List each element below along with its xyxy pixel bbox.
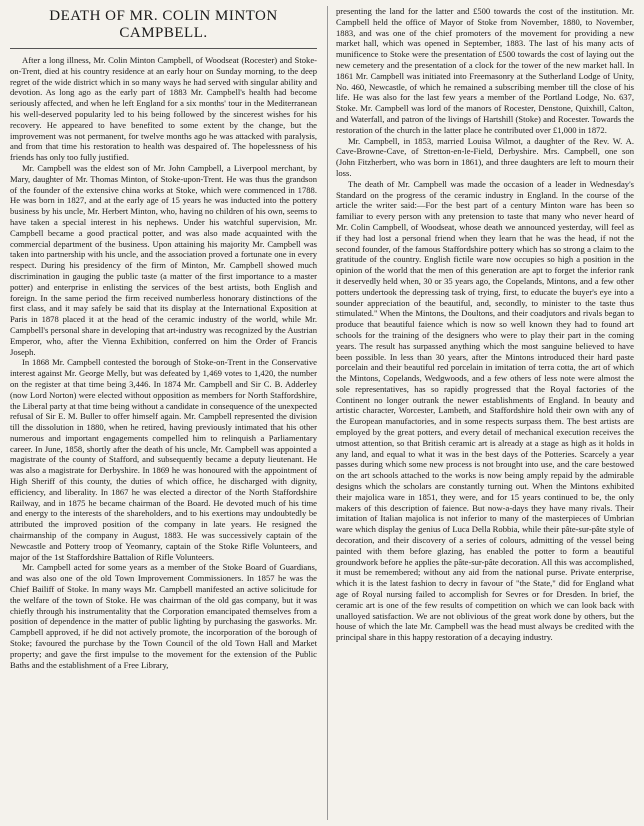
- paragraph: Mr. Campbell, in 1853, married Louisa Wilmot, a daughter of the Rev. W. A. Cave-Browne-Cave, of Stretton-en-le-Field, Derbyshire. Mrs. Campbell, one son (John Fitzherbert, who was born in 1861), and three daughters are left to mourn their loss.: [336, 135, 634, 178]
- right-column: [327, 6, 634, 820]
- left-column: [10, 6, 317, 820]
- paragraph: Mr. Campbell was the eldest son of Mr. John Campbell, a Liverpool merchant, by Mary, daughter of Mr. Thomas Minton, of Stoke-upon-Trent. He was thus the grandson of the founder of the extensive china works at Stoke, which were commenced in 1788. He was born in 1827, and at the early age of 15 years he was inducted into the pottery business by his uncle, Mr. Herbert Minton, who, having no children of his own, seems to have taken a special interest in his nephews. Under his watchful supervision, Mr. Campbell became a good practical potter, and was also made acquainted with the commercial department of the business. Upon attaining his majority Mr. Campbell was taken into partnership with his uncle, and the association proved a fortunate one in every respect. During his presidency of the firm of Minton, Mr. Campbell showed much discrimination in gauging the public taste (a matter of the first importance to a master potter) and enterprise in enlisting the services of the best artists, both English and foreign. In the same period the firm received numberless honorary distinctions of the first class, and it may safely be said that its display at the International Exposition at Paris in 1878 placed it at the head of the ceramic industry of the world, while Mr. Campbell's personal share in developing that art-industry was recognized by the Austrian Emperor, who, after the Vienna Exhibition, conferred on him the Order of Francis Joseph.: [10, 162, 317, 357]
- paragraph: Mr. Campbell acted for some years as a member of the Stoke Board of Guardians, and was also one of the old Town Improvement Commissioners. In 1857 he was the Chief Bailiff of Stoke. In many ways Mr. Campbell manifested an active solicitude for the welfare of the town of Stoke. He was chairman of the old gas company, but it was chiefly through his instrumentality that the Corporation emancipated themselves from a position of dependence in the matter of public lighting by purchasing the gasworks. Mr. Campbell approved, if he did not actively promote, the incorporation of the borough of Stoke; favoured the purchase by the Town Council of the old Town Hall and Market property; and gave the first impulse to the movement for the extension of the Public Baths and the establishment of a Free Library,: [10, 562, 317, 670]
- paragraph: The death of Mr. Campbell was made the occasion of a leader in Wednesday's Standard on the progress of the ceramic industry in England. In the course of the article the writer said:—For the best part of a century Minton ware has been so familiar to every person with any pretension to taste that many who never heard of Mr. Colin Campbell, of Woodseat, whose death we announced yesterday, will feel as if they had lost a personal friend when they learn that he was the head, if not the second founder, of the famous Staffordshire pottery which has so strong a claim to the gratitude of the country. English fictile ware now occupies so high a position in the opinion of the world that the men of this generation are apt to forget the inferior rank it deservedly held when, 30 or 35 years ago, the Copelands, Mintons, and a few other potters undertook the depressing task of trying, first, to educate the buyer's eye into a sounder appreciation of the beautiful, and, secondly, to minister to the taste thus stimulated." When the Mintons, the Doultons, and their coadjutors and rivals began to produce that beautiful faience which is now so well known they had to found art schools for the training of the designers who were to play their part in the coming years. The result has surpassed anything which the most sanguine believed to have been possible. In less than 30 years, after the Mintons introduced their hard paste porcelain and their beautiful red porcelain in imitation of terra cotta, the art of which the Mintons, Copelands, Wedgwoods, and a few others of less note were almost the sole representatives, has so rapidly progressed that the Royal factories of the Continent no longer outrank the newer establishments of England. In beauty and artistic character, Worcester, Lambeth, and Staffordshire hold their own with any of the European manufactories, and in some respects surpass them. The best artists are employed by the great potters, and every detail of mechanical execution receives the utmost attention, so that British ceramic art is already at a stage as high as it holds in any land, and equal to what it was in the best days of the Potteries. Scarcely a year passes during which some new process is not brought into use, and the care bestowed on the art schools attached to the works is now being amply repaid by the admirable designs which the scholars are constantly turning out. When the Mintons exhibited their majolica ware in 1851, they were, and for 15 years continued to be, the only makers of this description of faience. But now-a-days they have many rivals. Their imitation of Italian majolica is not inferior to many of the masterpieces of Umbrian ware which display the genius of Luca Della Robbia, while their pâte-sur-pâte style of decoration, and their discovery of a series of colours, admitting of the vessel being painted with them before glazing, has enabled the potter to form a beautiful groundwork before he applies the pâte-sur-pâte decoration. All this was accomplished, it must be remembered; without any aid from the national purse. Private enterprise, which it is the latest fashion to decry in favour of "the State," did for England what age of Royal nursing failed to accomplish for Sevres or for Dresden. In brief, the ceramic art is one of the few results of competition on which we can look back with unalloyed satisfaction. We are not oblivious of the great work done by others, but the house of which the late Mr. Campbell was the head must always be credited with the principal share in this happy restoration of a decaying industry.: [336, 178, 634, 643]
- columns: [10, 6, 634, 820]
- paragraph: In 1868 Mr. Campbell contested the borough of Stoke-on-Trent in the Conservative interest against Mr. George Melly, but was defeated by 1,469 votes to 1,420, the number on the register at that time being 3,446. In 1874 Mr. Campbell and Sir C. B. Adderley (now Lord Norton) were elected without opposition as members for North Staffordshire, the Liberal party at that time being without a candidate in consequence of the unexpected refusal of Sir E. M. Buller to offer himself again. Mr. Campbell represented the division till the dissolution in 1880, when he retired, having previously intimated that his other numerous and important engagements compelled him to relinquish a Parliamentary career. In June, 1858, shortly after the death of his uncle, Mr. Campbell was appointed a magistrate of the county of Stafford, and subsequently became a deputy lieutenant. He was also a magistrate for Derbyshire. In 1869 he was honoured with the appointment of High Sheriff of this county, the duties of which office, he discharged with dignity, efficiency, and liberality. In 1867 he was elected a director of the North Staffordshire Railway, and in 1875 he became chairman of the Board. He devoted much of his time and energy to the interests of the shareholders, and to his exertions may undoubtedly be attributed the improved position of the company in late years. He resigned the chairmanship of the company in August, 1883. He was successively captain of the Newcastle and Pottery troop of Yeomanry, captain of the Stoke Rifle Volunteers, and major of the 1st Staffordshire Battalion of Rifle Volunteers.: [10, 357, 317, 562]
- article-headline: DEATH OF MR. COLIN MINTON CAMPBELL.: [10, 8, 317, 49]
- paragraph: After a long illness, Mr. Colin Minton Campbell, of Woodseat (Rocester) and Stoke-on-Trent, died at his country residence at an early hour on Sunday morning, to the deep regret of the wide district which in so many ways he had served with singular ability and devotion. As long ago as the early part of 1883 Mr. Campbell's health had become seriously affected, and when he left England for a six months' tour in the Mediterranean his well-deserved popularity led to his being followed by the sincerest wishes for his recovery. He appeared to have benefited to some extent by the change, but the improvement was not permanent, for twelve months ago he was attacked with paralysis, and from that time his restoration to health was despaired of. The hopelessness of his friends has only too fully justified.: [10, 55, 317, 163]
- paragraph: presenting the land for the latter and £500 towards the cost of the institution. Mr. Campbell held the office of Mayor of Stoke from November, 1880, to November, 1883, and was one of the chief promoters of the movement for providing a new market hall, which was opened in September, 1883. The last of his many acts of munificence to Stoke were the presentation of £500 towards the cost of laying out the new cemetery and the presentation of a clock for the tower of the new market hall. In 1861 Mr. Campbell was initiated into Freemasonry at the Sutherland Lodge of Unity, No. 460, Newcastle, of which he remained a subscribing member till the close of his life. He was also for the last few years a member of the Portland Lodge, No. 637, Stoke. Mr. Campbell was lord of the manors of Rocester, Denstone, Quixhill, Calton, and Waterfall, and patron of the livings of Hartshill (Stoke) and Rocester. Towards the restoration of the church in the latter place he contributed over £1,000 in 1872.: [336, 6, 634, 135]
